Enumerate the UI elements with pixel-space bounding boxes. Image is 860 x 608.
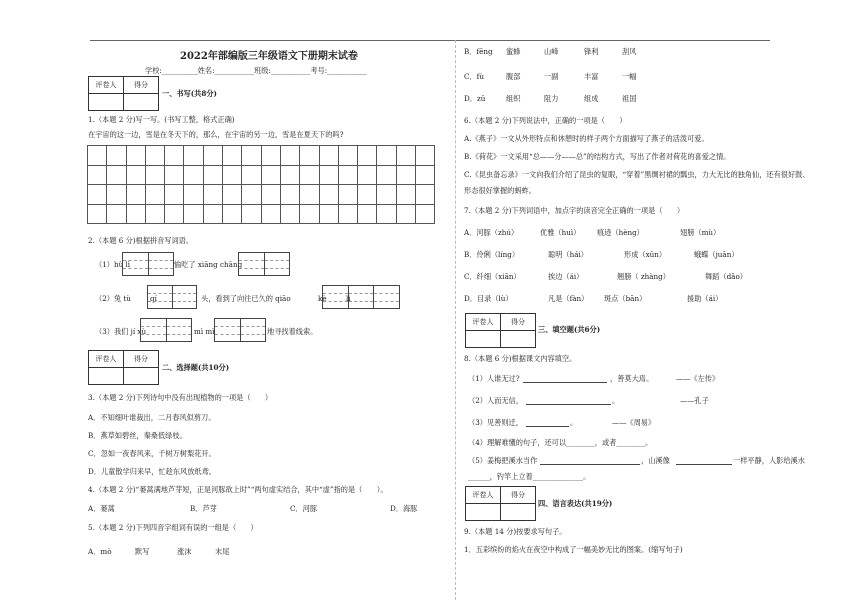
q3-prompt: 3.（本题 2 分)下列诗句中没有出现植物的一项是（ ） — [88, 393, 273, 402]
header-rule — [90, 40, 770, 41]
q6-option-c[interactable]: C.《昆虫备忘录》一文向我们介绍了昆虫的复眼，“穿着”黑绸衬裙的瓢虫，力大无比的独角仙，还有很好鼓、 — [464, 170, 810, 179]
q8-5-text-d: ______，钓竿上立着______________。 — [468, 472, 591, 481]
score-box-2 — [88, 350, 159, 385]
q2-1-label: （1）hù lì — [95, 260, 131, 269]
q2-3-mimi: mì mì — [194, 327, 215, 336]
section-3-heading: 三、填空题(共6分) — [538, 325, 601, 334]
q6-option-c-cont: 形态很好掌握的蚂蚱。 — [464, 186, 536, 195]
pinyin-box-jixu[interactable] — [140, 318, 192, 342]
page-title: 2022年部编版三年级语文下册期末试卷 — [180, 51, 358, 62]
q4-prompt: 4.（本题 2 分)“蒌蒿满地芦芽短，正是河豚欲上时”“两句虚实结合，其中“虚”指的是（ ）。 — [88, 485, 388, 494]
q8-2-label: （2）人而无信， — [468, 396, 523, 405]
pinyin-box-tuqi[interactable] — [147, 285, 197, 309]
score-cell[interactable] — [501, 331, 536, 348]
section-1-heading: 一、书写(共8分) — [162, 89, 217, 98]
q8-3-source: ——《周易》 — [612, 418, 656, 427]
score-cell[interactable] — [501, 504, 536, 521]
q2-1-text: 愉吃了 xiāng chāng — [174, 260, 243, 269]
q3-option-d[interactable]: D．儿童散学归来早，忙趁东风放纸鸢。 — [88, 467, 216, 476]
q5-option-b[interactable]: B．fēng 蜜蜂 山峰 锋利 刮风 — [464, 47, 637, 56]
section-2-heading: 二、选择题(共10分) — [162, 363, 230, 372]
pinyin-box-qiaokeli[interactable] — [322, 285, 400, 309]
reviewer-cell[interactable] — [89, 368, 124, 385]
q7-option-b[interactable]: B．伶俐（líng） 聪明（hái） 形成（xūn） 蛾蝶（juān） — [464, 250, 739, 259]
q8-3-label: （3）见善则迁， — [468, 418, 523, 427]
student-info-line: 学校:__________姓名:___________班级:___________考号:___________ — [145, 66, 367, 75]
q4-option-d[interactable]: D．海豚 — [390, 504, 418, 513]
q2-3-text: 地寻找着线索。 — [267, 327, 318, 336]
q2-2-li: lì — [346, 294, 351, 303]
q8-1-source: ——《左传》 — [676, 374, 720, 383]
score-cell[interactable] — [124, 368, 159, 385]
q8-2-source: ——孔子 — [680, 396, 709, 405]
q6-prompt: 6.（本题 2 分)下列说法中，正确的一项是（ ） — [464, 116, 627, 125]
q4-option-c[interactable]: C．河豚 — [290, 504, 318, 513]
q7-prompt: 7.（本题 2 分)下列词语中，加点字的读音完全正确的一项是（ ） — [464, 206, 685, 215]
q7-option-d[interactable]: D．目录（lù） 凡是（fàn） 斑点（bān） 援助（ái） — [464, 294, 723, 303]
reviewer-label: 评卷人 — [89, 351, 124, 368]
q8-4: （4）理解难懂的句子，还可以________，或者________。 — [468, 438, 653, 447]
q8-1-label: （1）人谁无过? — [468, 374, 520, 383]
score-label: 得分 — [501, 487, 536, 504]
q2-3-label: （3）我们 jí xù — [95, 327, 147, 336]
score-label: 得分 — [501, 314, 536, 331]
reviewer-cell[interactable] — [466, 504, 501, 521]
q8-1-text: ，善莫大焉。 — [610, 374, 654, 383]
writing-grid[interactable] — [87, 145, 435, 224]
score-cell[interactable] — [124, 94, 159, 111]
q8-5-text-c: 一样平静，人影给溪水 — [733, 456, 805, 465]
q8-prompt: 8.（本题 6 分)根据课文内容填空。 — [464, 354, 577, 363]
score-box-1 — [88, 76, 159, 111]
pinyin-box-xiangchang[interactable] — [238, 252, 290, 276]
q5-option-d[interactable]: D．zǔ 组织 阻力 组成 祖国 — [464, 94, 637, 103]
q3-option-a[interactable]: A．不知细叶谁裁出，二月春风似剪刀。 — [88, 413, 216, 422]
score-box-4 — [465, 486, 536, 521]
section-4-heading: 四、语言表达(共19分) — [538, 499, 613, 508]
q5-prompt: 5.（本题 2 分)下列四音字组词有误的一组是（ ） — [88, 523, 258, 532]
q5-option-a[interactable]: A．mò 默写 涨沫 末尾 — [88, 547, 230, 556]
reviewer-label: 评卷人 — [89, 77, 124, 94]
q8-5-label: （5）姜梅把溪水当作 — [468, 456, 538, 465]
reviewer-cell[interactable] — [89, 94, 124, 111]
score-box-3 — [465, 313, 536, 348]
pinyin-box-huli[interactable] — [122, 252, 174, 276]
reviewer-label: 评卷人 — [466, 487, 501, 504]
q3-option-c[interactable]: C．忽如一夜春风来，千树万树梨花开。 — [88, 449, 216, 458]
score-label: 得分 — [124, 351, 159, 368]
q8-5-text-b: ，山溪像 — [641, 456, 670, 465]
q7-option-c[interactable]: C．纤细（xiān） 挨边（ái） 翘膀（ zhàng） 舞蹈（dǎo） — [464, 272, 747, 281]
q8-1-blank[interactable] — [523, 382, 607, 383]
q4-option-b[interactable]: B．芦芽 — [190, 504, 217, 513]
reviewer-label: 评卷人 — [466, 314, 501, 331]
q8-3-blank[interactable] — [526, 426, 569, 427]
reviewer-cell[interactable] — [466, 331, 501, 348]
q4-option-a[interactable]: A．蒌蒿 — [88, 504, 115, 513]
q2-prompt: 2.（本题 6 分)根据拼音写词语。 — [88, 236, 194, 245]
score-label: 得分 — [124, 77, 159, 94]
q2-2-text: 头，看到了向往已久的 qiāo — [201, 294, 291, 303]
q1-prompt: 1.（本题 2 分)写一写。(书写工整，格式正确) — [88, 115, 235, 124]
q2-2-qi: qí — [150, 294, 157, 303]
q2-2-ke: kè — [318, 294, 327, 303]
q6-option-a[interactable]: A.《燕子》一文从外形特点和休憩时的样子两个方面描写了燕子的活泼可爱。 — [464, 134, 709, 143]
q5-option-c[interactable]: C．fù 腹部 一副 丰富 一幅 — [464, 72, 637, 81]
q7-option-a[interactable]: A．河豚（zhú） 优雅（huì） 痕迹（hèng） 翅膀（mù） — [464, 228, 721, 237]
q8-5-blank-2[interactable] — [676, 464, 732, 465]
q9-prompt: 9.（本题 14 分)按要求写句子。 — [464, 527, 567, 536]
q3-option-b[interactable]: B．燕草如碧丝，秦桑低绿枝。 — [88, 431, 187, 440]
pinyin-box-mimi[interactable] — [214, 318, 266, 342]
column-divider — [455, 40, 456, 600]
q9-1: 1．五彩缤纷的焰火在夜空中构成了一幅美妙无比的图案。(缩写句子) — [464, 545, 683, 554]
q2-2-label: （2）兔 tù — [95, 294, 131, 303]
q8-2-blank[interactable] — [526, 404, 611, 405]
q1-text: 在宇宙的这一边，雪是在冬天下的，那么，在宇宙的另一边，雪是在夏天下的吗? — [88, 130, 344, 139]
q8-5-blank-1[interactable] — [540, 464, 640, 465]
q6-option-b[interactable]: B.《荷花》一文采用“总——分——总”的结构方式，写出了作者对荷花的喜爱之情。 — [464, 152, 731, 161]
